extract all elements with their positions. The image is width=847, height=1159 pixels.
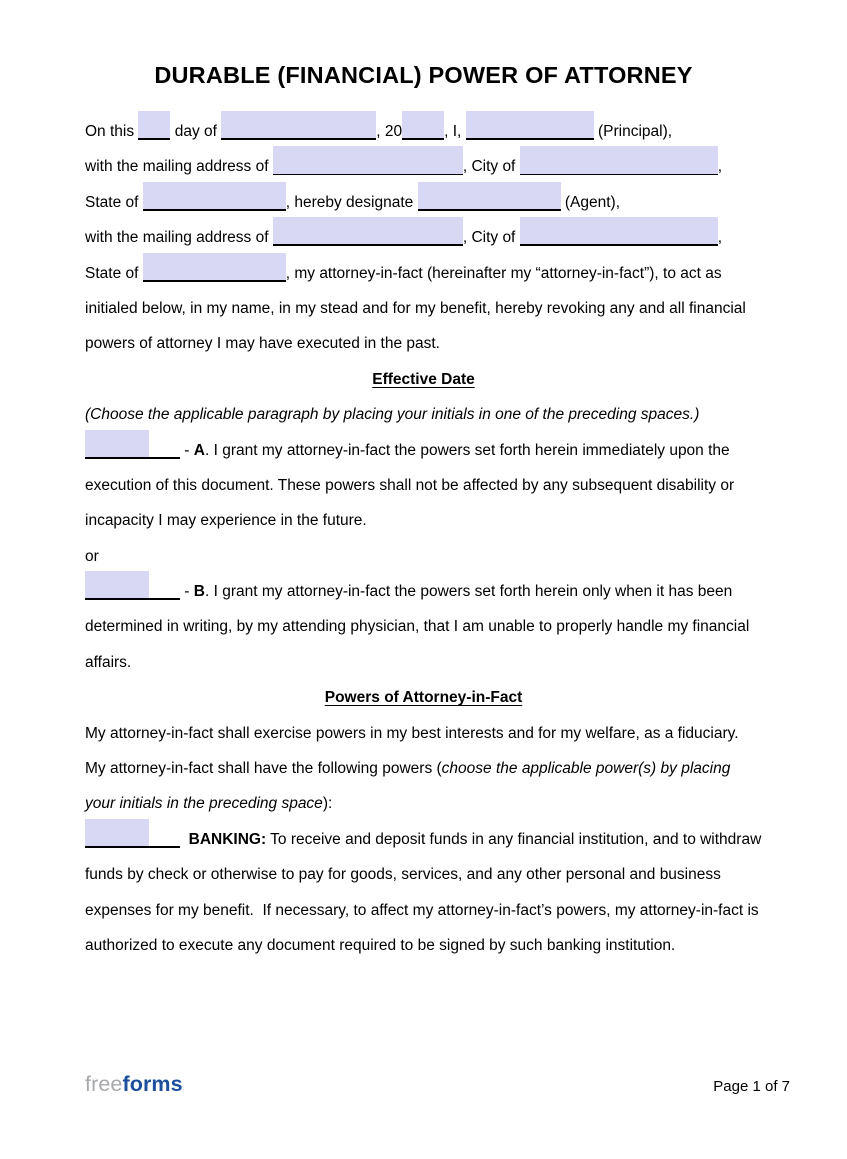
text-run: My attorney-in-fact shall exercise powers in my best interests and for my welfare, as a fiduciary.: [85, 724, 739, 742]
text-run: with the mailing address of: [85, 158, 273, 176]
section-heading: [85, 362, 762, 397]
text-run: or: [85, 547, 99, 565]
text-run: [180, 831, 189, 848]
fill-in-field[interactable]: [520, 228, 718, 246]
form-line: [85, 291, 762, 326]
text-run: affairs.: [85, 653, 132, 671]
form-line: [85, 185, 762, 220]
text-run: ,: [717, 229, 722, 247]
fill-in-field[interactable]: [138, 122, 170, 140]
fill-in-field[interactable]: [466, 122, 594, 140]
form-line: [85, 433, 762, 468]
text-run: To receive and deposit funds in any financial institution, and to withdraw: [266, 830, 762, 848]
text-run: ):: [322, 795, 333, 813]
text-run: (Principal),: [593, 123, 673, 140]
page: [0, 60, 847, 1159]
text-run: powers of attorney I may have executed in the past.: [85, 335, 440, 353]
text-run: , City of: [462, 158, 520, 176]
text-run: , City of: [462, 229, 520, 247]
text-run: My attorney-in-fact shall have the following powers (: [85, 760, 442, 778]
initials-blank-field[interactable]: [85, 830, 180, 848]
initials-blank-field[interactable]: [85, 582, 180, 600]
text-run: expenses for my benefit. If necessary, to affect my attorney-in-fact’s powers, my attorney-in-fact is: [85, 901, 759, 919]
form-line: [85, 928, 762, 963]
initials-blank-field[interactable]: [85, 441, 180, 459]
section-heading-text: Powers of Attorney-in-Fact: [324, 689, 523, 707]
fill-in-field[interactable]: [221, 122, 376, 140]
form-line: [85, 114, 762, 149]
text-run: funds by check or otherwise to pay for goods, services, and any other personal and business: [85, 866, 721, 884]
text-run: (Choose the applicable paragraph by placing your initials in one of the preceding spaces.): [85, 406, 700, 424]
text-run: execution of this document. These powers shall not be affected by any subsequent disability or: [85, 476, 735, 494]
fill-in-field[interactable]: [273, 228, 463, 246]
form-line: [85, 893, 762, 928]
text-run: ,: [717, 158, 722, 176]
form-line: [85, 256, 762, 291]
text-run: B: [193, 583, 205, 601]
form-line: [85, 645, 762, 680]
page-indicator: Page 1 of 7: [713, 1078, 790, 1095]
logo-forms-text: forms: [122, 1072, 183, 1096]
form-line: [85, 716, 762, 751]
form-line: [85, 468, 762, 503]
text-run: , hereby designate: [285, 193, 418, 211]
fill-in-field[interactable]: [418, 193, 561, 211]
text-run: (Agent),: [560, 193, 621, 211]
text-run: determined in writing, by my attending physician, that I am unable to properly handle my financial: [85, 618, 750, 636]
form-line: [85, 822, 762, 857]
fill-in-field[interactable]: [143, 264, 286, 282]
text-run: , my attorney-in-fact (hereinafter my “attorney-in-fact”), to act as: [285, 264, 722, 282]
text-run: initialed below, in my name, in my stead and for my benefit, hereby revoking any and all financial: [85, 299, 746, 317]
text-run: choose the applicable power(s) by placing: [441, 760, 731, 778]
form-line: [85, 574, 762, 609]
form-line: [85, 786, 762, 821]
logo-free-text: free: [85, 1072, 123, 1096]
form-line: [85, 503, 762, 538]
form-line: [85, 751, 762, 786]
fill-in-field[interactable]: [143, 193, 286, 211]
fill-in-field[interactable]: [273, 157, 463, 175]
fill-in-field[interactable]: [402, 122, 444, 140]
text-run: State of: [85, 264, 143, 282]
form-line: [85, 857, 762, 892]
section-heading-text: Effective Date: [372, 370, 475, 388]
form-line: [85, 149, 762, 184]
document-title: DURABLE (FINANCIAL) POWER OF ATTORNEY: [154, 62, 693, 88]
text-run: with the mailing address of: [85, 229, 273, 247]
text-run: your initials in the preceding space: [85, 795, 323, 813]
text-run: BANKING:: [188, 830, 267, 848]
section-heading: [85, 680, 762, 715]
text-run: day of: [170, 123, 222, 140]
text-run: -: [180, 441, 194, 459]
form-line: [85, 609, 762, 644]
fill-in-field[interactable]: [520, 157, 718, 175]
text-run: , I,: [444, 123, 466, 140]
text-run: . I grant my attorney-in-fact the powers set forth herein immediately upon the: [204, 441, 730, 459]
form-line: [85, 539, 762, 574]
text-run: On this: [85, 123, 139, 140]
text-run: A: [193, 441, 205, 459]
page-footer: [85, 1072, 790, 1097]
document-body: [0, 60, 847, 963]
text-run: incapacity I may experience in the future.: [85, 512, 367, 530]
text-run: -: [180, 583, 194, 601]
text-run: , 20: [376, 123, 403, 140]
text-run: State of: [85, 193, 143, 211]
text-run: authorized to execute any document required to be signed by such banking institution.: [85, 936, 676, 954]
form-line: [85, 397, 762, 432]
form-line: [85, 220, 762, 255]
form-line: [85, 326, 762, 361]
freeforms-logo: [85, 1072, 183, 1097]
text-run: . I grant my attorney-in-fact the powers set forth herein only when it has been: [204, 583, 733, 601]
